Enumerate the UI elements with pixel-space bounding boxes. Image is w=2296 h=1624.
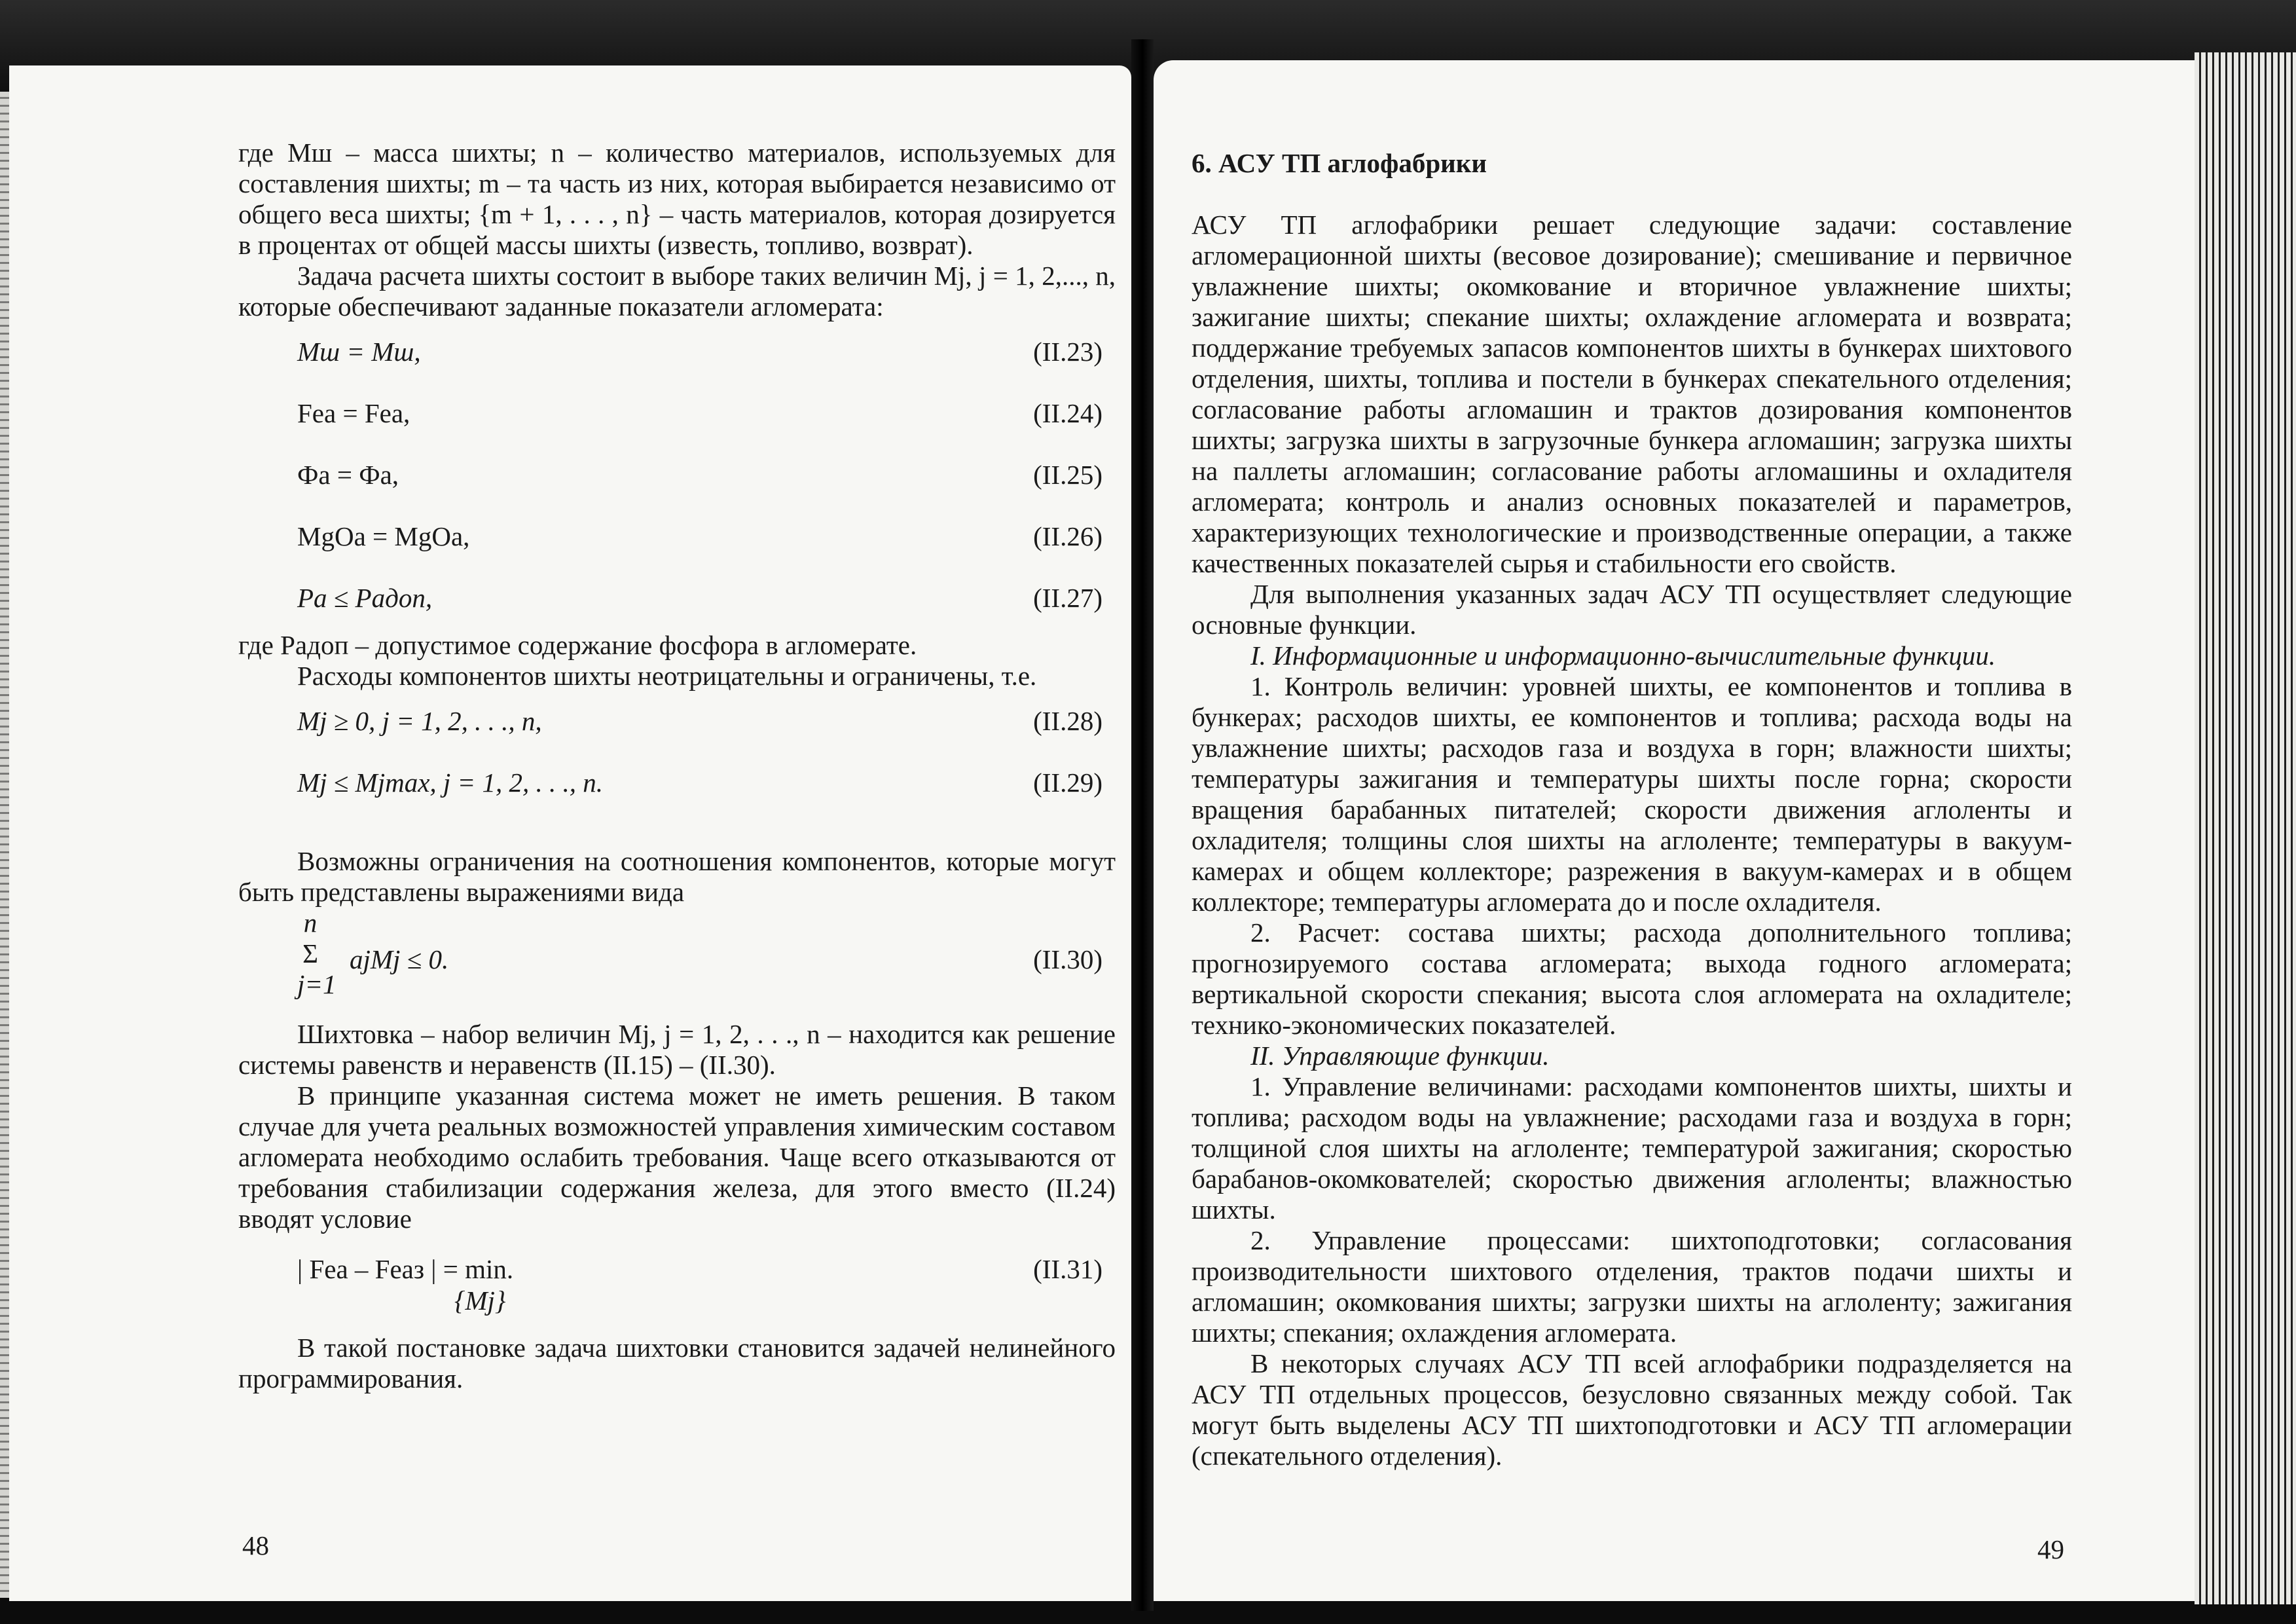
equation-number: (II.29) bbox=[1033, 767, 1102, 798]
equation-ii-31 bbox=[238, 1247, 1116, 1333]
right-page-edges bbox=[2195, 52, 2296, 1604]
paragraph: В принципе указанная система может не иметь решения. В таком случае для учета реальных возможностей управления химическим составом агломерата необходимо ослабить требования. Чаще всего отказываются от требования стабилизации содержания железа, для этого вместо (II.24) вводят условие bbox=[238, 1080, 1116, 1234]
paragraph: 2. Управление процессами: шихтоподготовки; согласования производительности шихтового отделения, трактов подачи шихты и агломашин; окомкования шихты; загрузки шихты на аглоленту; зажигания шихты; спекания; охлаждения агломерата. bbox=[1192, 1225, 2072, 1348]
page-number-right: 49 bbox=[2037, 1534, 2064, 1564]
equation-ii-29 bbox=[238, 753, 1116, 815]
equation-ii-25 bbox=[238, 445, 1116, 507]
equation-number: (II.25) bbox=[1033, 460, 1102, 490]
paragraph: где Mш – масса шихты; n – количество материалов, используемых для составления шихты; m – та часть из них, которая выбирается независимо от общего веса шихты; {m + 1, . . . , n} – часть материалов, которая дозируется в процентах от общей массы шихты (известь, топливо, возврат). bbox=[238, 138, 1116, 260]
equation-formula: ajMj ≤ 0. bbox=[350, 944, 449, 974]
paragraph: Задача расчета шихты состоит в выборе таких величин Mj, j = 1, 2,..., n, которые обеспечивают заданные показатели агломерата: bbox=[238, 261, 1116, 322]
sigma-symbol: Σ bbox=[302, 938, 318, 969]
equation-ii-23 bbox=[238, 322, 1116, 384]
equation-ii-30 bbox=[238, 908, 1116, 1019]
paragraph: Расходы компонентов шихты неотрицательны и ограничены, т.е. bbox=[297, 661, 1037, 691]
paragraph: В такой постановке задача шихтовки становится задачей нелинейного программирования. bbox=[238, 1333, 1116, 1393]
sum-lower-limit: j=1 bbox=[297, 969, 337, 999]
book-gutter bbox=[1131, 39, 1154, 1611]
section-heading: 6. АСУ ТП аглофабрики bbox=[1192, 148, 1487, 178]
equation-number: (II.28) bbox=[1033, 706, 1102, 736]
equation-formula: Фа = Фа, bbox=[297, 460, 399, 490]
equation-formula: Mj ≥ 0, j = 1, 2, . . ., n, bbox=[297, 706, 542, 736]
equation-formula: | Feа – Feаз | = min. bbox=[297, 1254, 514, 1284]
subheading: I. Информационные и информационно-вычислительные функции. bbox=[1250, 640, 1996, 671]
equation-formula: Feа = Feа, bbox=[297, 398, 410, 428]
equation-number: (II.27) bbox=[1033, 583, 1102, 613]
equation-formula: Mj ≤ Mjmax, j = 1, 2, . . ., n. bbox=[297, 767, 603, 798]
equation-ii-26 bbox=[238, 507, 1116, 568]
paragraph: Шихтовка – набор величин Mj, j = 1, 2, . . ., n – находится как решение системы равенств и неравенств (II.15) – (II.30). bbox=[238, 1019, 1116, 1080]
left-page-body bbox=[238, 138, 1116, 1394]
subheading: II. Управляющие функции. bbox=[1250, 1041, 1550, 1071]
equation-number: (II.26) bbox=[1033, 521, 1102, 551]
paragraph: В некоторых случаях АСУ ТП всей аглофабрики подразделяется на АСУ ТП отдельных процессов, безусловно связанных между собой. Так могут быть выделены АСУ ТП шихтоподготовки и АСУ ТП агломерации (спекательного отделения). bbox=[1192, 1348, 2072, 1471]
equation-formula: Pа ≤ Pадоп, bbox=[297, 583, 433, 613]
equation-subscript: {Mj} bbox=[454, 1285, 506, 1316]
paragraph: АСУ ТП аглофабрики решает следующие задачи: составление агломерационной шихты (весовое дозирование); смешивание и первичное увлажнение шихты; окомкование и вторичное увлажнение шихты; зажигание шихты; спекание шихты; охлаждение агломерата и возврата; поддержание требуемых запасов компонентов шихты в бункерах шихтового отделения, шихты, топлива и постели в бункерах спекательного отделения; согласование работы агломашин и трактов дозирования компонентов шихты; загрузка шихты в загрузочные бункера агломашин; загрузка шихты на паллеты агломашин; согласование работы агломашины и охладителя агломерата; контроль и анализ основных показателей и параметров, характеризующих технологические и производственные операции, а также качественных показателей сырья и стабильности его свойств. bbox=[1192, 210, 2072, 578]
paragraph: 1. Контроль величин: уровней шихты, ее компонентов и топлива в бункерах; расходов шихты, ее компонентов и топлива; расхода воды на увлажнение шихты; расходов газа и воздуха в горн; влажности шихты; температуры зажигания и температуры шихты после горна; скорости вращения барабанных питателей; скорости движения аглоленты и охладителя; толщины слоя шихты на аглоленте; температуры в вакуум-камерах и общем коллекторе; разрежения в вакуум-камерах и в общем коллекторе; температуры агломерата до и после охладителя. bbox=[1192, 671, 2072, 917]
paragraph: Для выполнения указанных задач АСУ ТП осуществляет следующие основные функции. bbox=[1192, 579, 2072, 640]
equation-formula: MgOа = MgOа, bbox=[297, 521, 470, 551]
equation-ii-24 bbox=[238, 384, 1116, 445]
page-number-left: 48 bbox=[242, 1530, 269, 1560]
right-page-body bbox=[1192, 210, 2072, 1471]
equation-number: (II.24) bbox=[1033, 398, 1102, 428]
equation-number: (II.30) bbox=[1033, 944, 1102, 974]
equation-number: (II.31) bbox=[1033, 1254, 1102, 1284]
equation-number: (II.23) bbox=[1033, 337, 1102, 367]
paragraph: Возможны ограничения на соотношения компонентов, которые могут быть представлены выражениями вида bbox=[238, 846, 1116, 907]
paragraph: 2. Расчет: состава шихты; расхода дополнительного топлива; прогнозируемого состава агломерата; выхода годного агломерата; вертикальной скорости спекания; высота слоя агломерата на охладителе; технико-экономических показателей. bbox=[1192, 917, 2072, 1040]
equation-ii-27 bbox=[238, 568, 1116, 630]
equation-ii-28 bbox=[238, 692, 1116, 753]
sum-upper-limit: n bbox=[303, 908, 318, 938]
paragraph: 1. Управление величинами: расходами компонентов шихты, шихты и топлива; расходом воды на увлажнение; расходами газа и воздуха в горн; толщиной слоя шихты на аглоленте; температурой зажигания; скоростью барабанов-окомкователей; скоростью движения аглоленты; влажностью шихты. bbox=[1192, 1071, 2072, 1225]
paragraph: где Pадоп – допустимое содержание фосфора в агломерате. bbox=[238, 630, 917, 660]
equation-formula: Mш = Mш, bbox=[297, 337, 421, 367]
